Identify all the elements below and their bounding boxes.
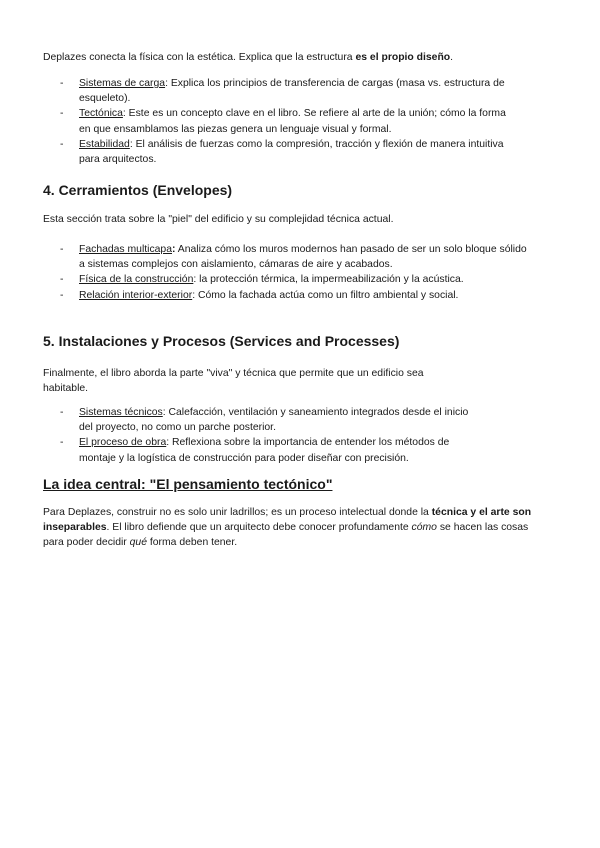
central-italic: cómo xyxy=(411,522,437,534)
central-paragraph xyxy=(43,505,548,551)
list-item xyxy=(43,272,533,287)
list-term: Sistemas de carga xyxy=(79,78,166,89)
list-item xyxy=(43,288,533,303)
list-item xyxy=(43,106,513,136)
central-text: se hacen las cosas para poder decidir xyxy=(43,522,529,549)
list-sep: : xyxy=(166,437,170,449)
central-text: Para Deplazes, construir no es solo unir ladrillos; es un proceso intelectual donde la xyxy=(43,507,432,518)
section-heading: 5. Instalaciones y Procesos (Services and Processes) xyxy=(43,333,400,349)
intro-bold: es el propio diseño xyxy=(355,52,451,63)
dash-bullet: - xyxy=(60,407,64,418)
dash-bullet: - xyxy=(60,274,64,286)
list-item xyxy=(43,137,513,167)
list-term: Física de la construcción xyxy=(79,274,194,286)
dash-bullet: - xyxy=(60,437,64,449)
dash-bullet: - xyxy=(60,78,64,89)
section-intro: Finalmente, el libro aborda la parte "viva" y técnica que permite que un edificio sea habitable. xyxy=(43,368,424,395)
list-sep: : xyxy=(129,138,133,150)
dash-bullet: - xyxy=(60,289,64,301)
list-sep: : xyxy=(192,289,196,301)
list-text: Analiza cómo los muros modernos han pasado de ser un solo bloque sólido a sistemas complejos con aislamiento, cámaras de aire y acabados. xyxy=(79,244,527,271)
list-term: Sistemas técnicos xyxy=(79,407,163,418)
section-heading: 4. Cerramientos (Envelopes) xyxy=(43,182,233,198)
list-sep: : xyxy=(122,108,126,120)
list-item xyxy=(43,76,513,106)
dash-bullet: - xyxy=(60,138,64,150)
central-italic: qué xyxy=(129,537,147,549)
list-item xyxy=(43,435,483,465)
list-term: Tectónica xyxy=(79,108,123,120)
intro-text: Deplazes conecta la física con la estética. Explica que la estructura xyxy=(43,52,356,63)
list-term: Estabilidad xyxy=(79,138,130,150)
list-text: Explica los principios de transferencia de cargas (masa vs. estructura de esqueleto). xyxy=(79,78,505,105)
list-text: Cómo la fachada actúa como un filtro ambiental y social. xyxy=(195,289,459,301)
list-sep: : xyxy=(193,274,197,286)
intro-list xyxy=(43,76,513,167)
list-sep: : xyxy=(165,78,168,89)
section5-list xyxy=(43,405,483,466)
list-text: Calefacción, ventilación y saneamiento integrados desde el inicio del proyecto, no como un parche posterior. xyxy=(79,407,469,434)
central-heading: La idea central: "El pensamiento tectónico" xyxy=(43,476,333,492)
list-text: la protección térmica, la impermeabilización y la acústica. xyxy=(196,274,464,286)
list-text: Este es un concepto clave en el libro. Se refiere al arte de la unión; cómo la forma en que ensamblamos las piezas genera un lenguaje visual y formal. xyxy=(79,108,506,135)
dash-bullet: - xyxy=(60,108,64,120)
intro-end: . xyxy=(450,52,454,63)
list-term: El proceso de obra xyxy=(79,437,167,449)
list-sep: : xyxy=(162,407,166,418)
list-sep: : xyxy=(172,244,176,255)
intro-paragraph xyxy=(43,50,543,65)
list-item xyxy=(43,242,533,272)
central-bold: técnica y el arte son inseparables xyxy=(43,507,532,534)
central-text: . El libro defiende que un arquitecto debe conocer profundamente xyxy=(106,522,412,534)
list-text: Reflexiona sobre la importancia de entender los métodos de montaje y la logística de construcción para poder diseñar con precisión. xyxy=(79,437,450,464)
list-text: El análisis de fuerzas como la compresión, tracción y flexión de manera intuitiva para arquitectos. xyxy=(79,138,504,166)
dash-bullet: - xyxy=(60,244,64,255)
central-text: forma deben tener. xyxy=(147,537,238,549)
list-term: Relación interior-exterior xyxy=(79,289,193,301)
section4-list xyxy=(43,242,533,303)
section-intro: Esta sección trata sobre la "piel" del edificio y su complejidad técnica actual. xyxy=(43,214,394,225)
list-term: Fachadas multicapa xyxy=(79,244,172,255)
list-item xyxy=(43,405,483,435)
